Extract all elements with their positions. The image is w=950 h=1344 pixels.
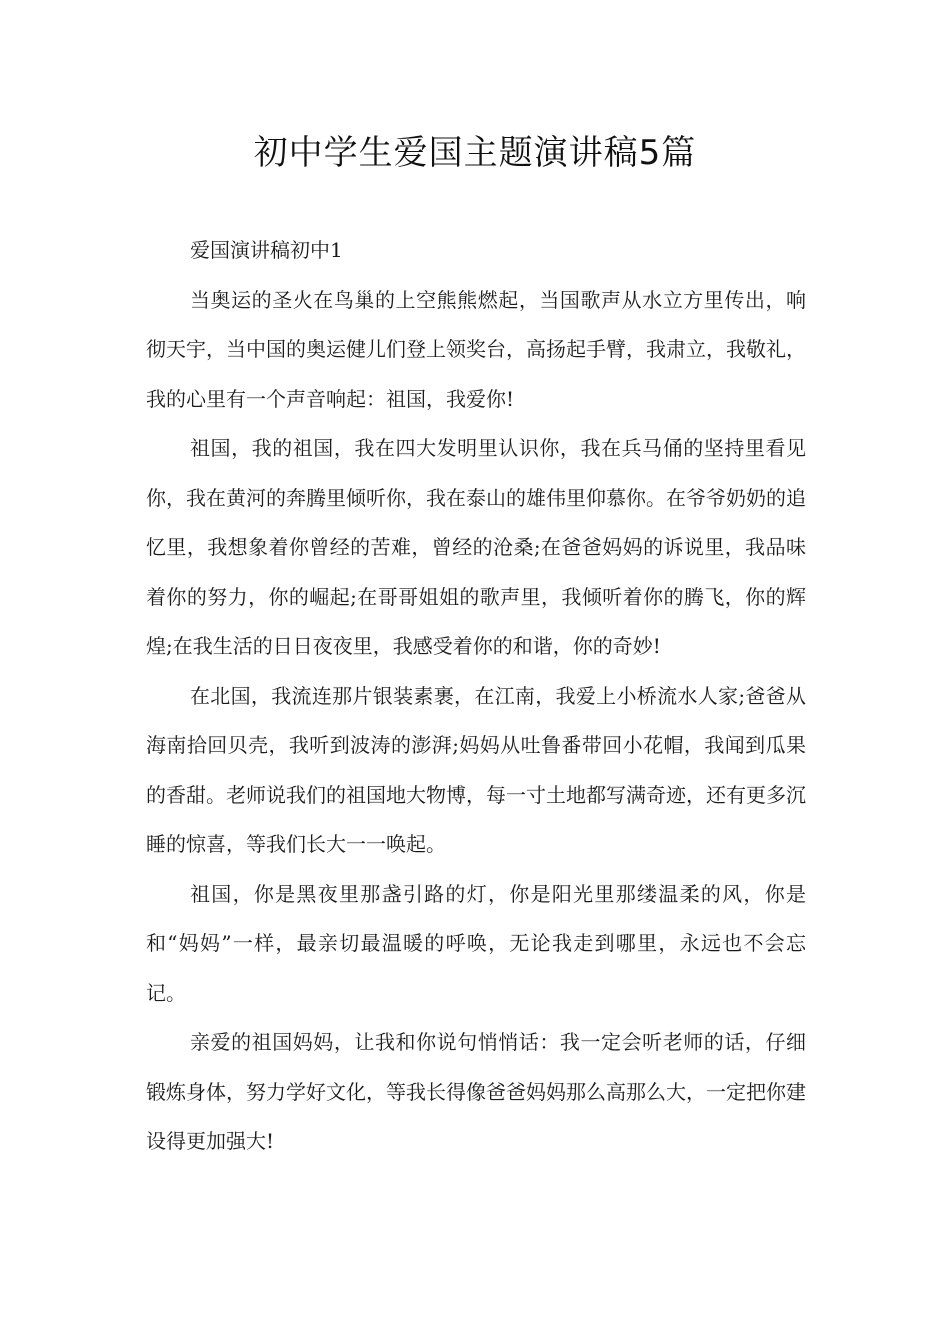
paragraph-3: 在北国，我流连那片银装素裹，在江南，我爱上小桥流水人家;爸爸从海南拾回贝壳，我听到波涛的澎湃;妈妈从吐鲁番带回小花帽，我闻到瓜果的香甜。老师说我们的祖国地大物博，每一寸土地都写满奇迹，还有更多沉睡的惊喜，等我们长大一一唤起。 <box>146 683 806 856</box>
section-heading: 爱国演讲稿初中1 <box>190 238 343 262</box>
document-body <box>146 226 806 1167</box>
paragraph-4: 祖国，你是黑夜里那盏引路的灯，你是阳光里那缕温柔的风，你是和“妈妈”一样，最亲切最温暖的呼唤，无论我走到哪里，永远也不会忘记。 <box>146 881 806 1005</box>
document-title: 初中学生爱国主题演讲稿5篇 <box>253 133 697 173</box>
paragraph-1: 当奥运的圣火在鸟巢的上空熊熊燃起，当国歌声从水立方里传出，响彻天宇，当中国的奥运健儿们登上领奖台，高扬起手臂，我肃立，我敬礼，我的心里有一个声音响起：祖国，我爱你! <box>146 287 806 411</box>
paragraph-5: 亲爱的祖国妈妈，让我和你说句悄悄话：我一定会听老师的话，仔细锻炼身体，努力学好文化，等我长得像爸爸妈妈那么高那么大，一定把你建设得更加强大! <box>146 1030 806 1153</box>
paragraph-2: 祖国，我的祖国，我在四大发明里认识你，我在兵马俑的坚持里看见你，我在黄河的奔腾里倾听你，我在泰山的雄伟里仰慕你。在爷爷奶奶的追忆里，我想象着你曾经的苦难，曾经的沧桑;在爸爸妈妈的诉说里，我品味着你的努力，你的崛起;在哥哥姐姐的歌声里，我倾听着你的腾飞，你的辉煌;在我生活的日日夜夜里，我感受着你的和谐，你的奇妙! <box>146 436 806 658</box>
